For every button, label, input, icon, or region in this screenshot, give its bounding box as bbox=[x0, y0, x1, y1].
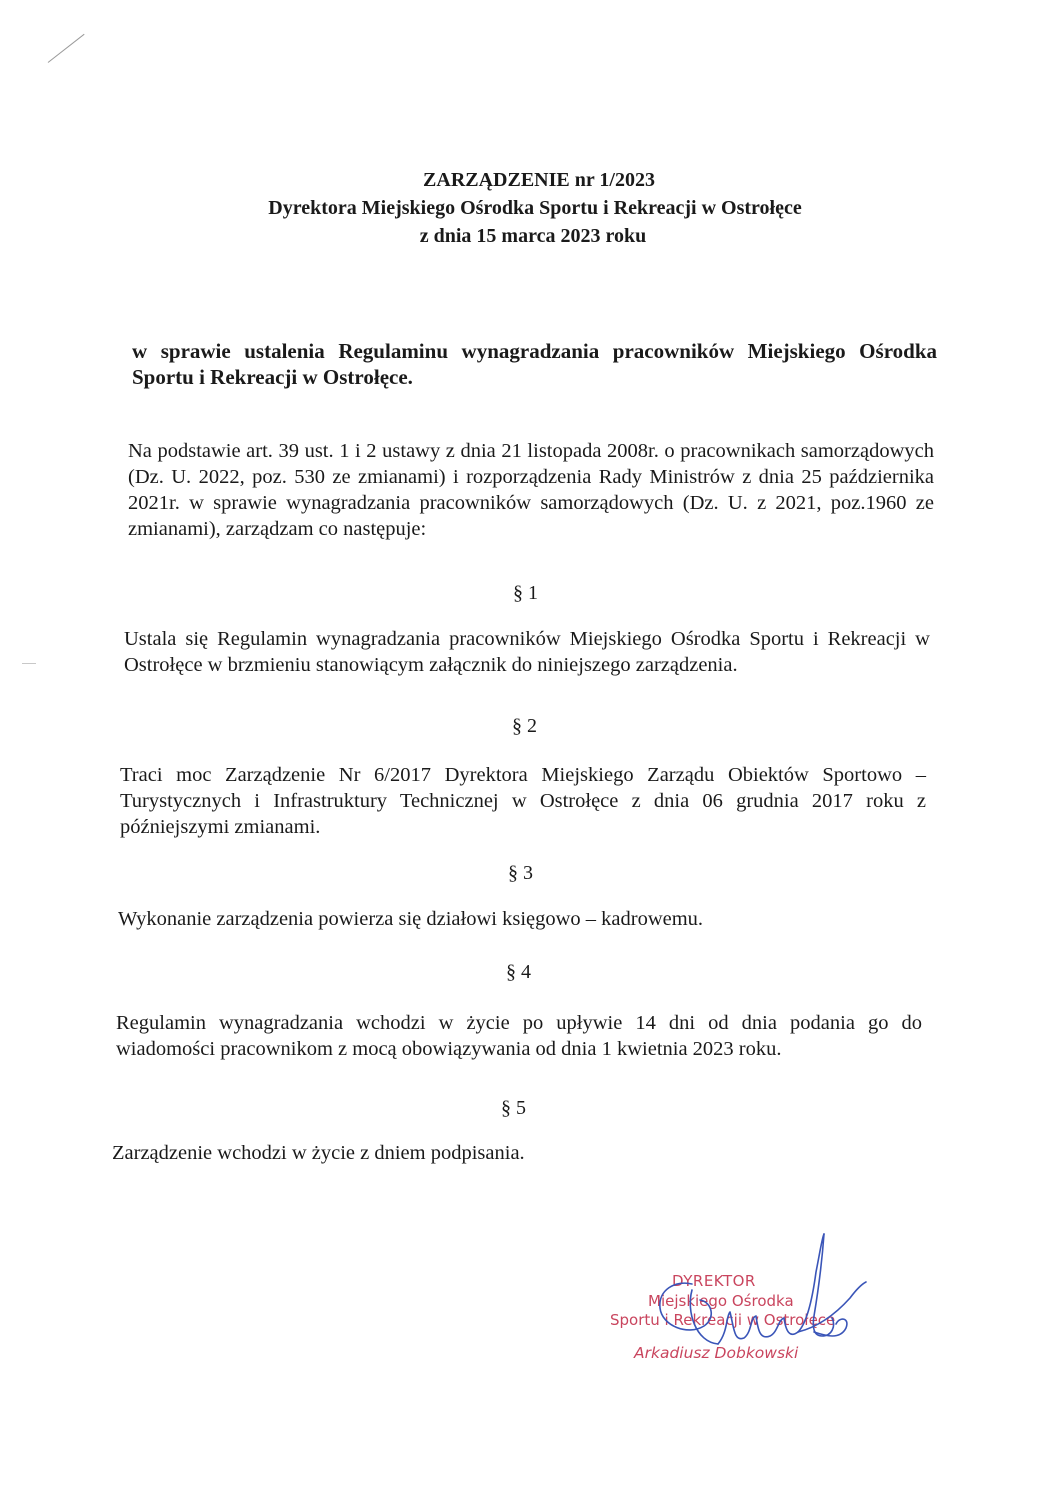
section-text-2: Traci moc Zarządzenie Nr 6/2017 Dyrektora Miejskiego Zarządu Obiektów Sportowo – Turystycznych i Infrastruktury Technicznej w Ostrołęce z dnia 06 grudnia 2017 roku z późniejszymi zmianami. bbox=[120, 764, 926, 838]
scan-speck bbox=[22, 663, 36, 664]
section-mark-4: § 4 bbox=[506, 961, 531, 983]
stamp-title: DYREKTOR bbox=[672, 1272, 756, 1290]
section-mark-5: § 5 bbox=[501, 1097, 526, 1119]
section-text-1: Ustala się Regulamin wynagradzania pracowników Miejskiego Ośrodka Sportu i Rekreacji w Ostrołęce w brzmieniu stanowiącym załącznik do niniejszego zarządzenia. bbox=[124, 628, 930, 676]
date-line: z dnia 15 marca 2023 roku bbox=[419, 225, 647, 247]
stamp-institution-line2: Sportu i Rekreacji w Ostrołęce bbox=[610, 1311, 836, 1329]
section-text-5: Zarządzenie wchodzi w życie z dniem podpisania. bbox=[112, 1142, 525, 1164]
document-subject: w sprawie ustalenia Regulaminu wynagradzania pracowników Miejskiego Ośrodka Sportu i Rekreacji w Ostrołęce. bbox=[132, 339, 937, 389]
stamp-name: Arkadiusz Dobkowski bbox=[634, 1344, 799, 1362]
section-mark-1: § 1 bbox=[513, 582, 538, 604]
scan-pen-mark bbox=[48, 34, 85, 63]
section-text-4: Regulamin wynagradzania wchodzi w życie po upływie 14 dni od dnia podania go do wiadomości pracownikom z mocą obowiązywania od dnia 1 kwietnia 2023 roku. bbox=[116, 1012, 922, 1060]
section-mark-3: § 3 bbox=[508, 862, 533, 884]
document-title: ZARZĄDZENIE nr 1/2023 bbox=[423, 169, 655, 191]
handwritten-signature bbox=[600, 1232, 900, 1392]
section-mark-2: § 2 bbox=[512, 715, 537, 737]
section-text-3: Wykonanie zarządzenia powierza się działowi księgowo – kadrowemu. bbox=[118, 908, 704, 930]
document-header bbox=[0, 166, 1058, 250]
stamp-institution-line1: Miejskiego Ośrodka bbox=[648, 1292, 794, 1310]
issuer-line: Dyrektora Miejskiego Ośrodka Sportu i Rekreacji w Ostrołęce bbox=[268, 197, 802, 219]
legal-basis-paragraph: Na podstawie art. 39 ust. 1 i 2 ustawy z dnia 21 listopada 2008r. o pracownikach samorządowych (Dz. U. 2022, poz. 530 ze zmianami) i rozporządzenia Rady Ministrów z dnia 25 października 2021r. w sprawie wynagradzania pracowników samorządowych (Dz. U. z 2021, poz.1960 ze zmianami), zarządzam co następuje: bbox=[128, 440, 934, 540]
